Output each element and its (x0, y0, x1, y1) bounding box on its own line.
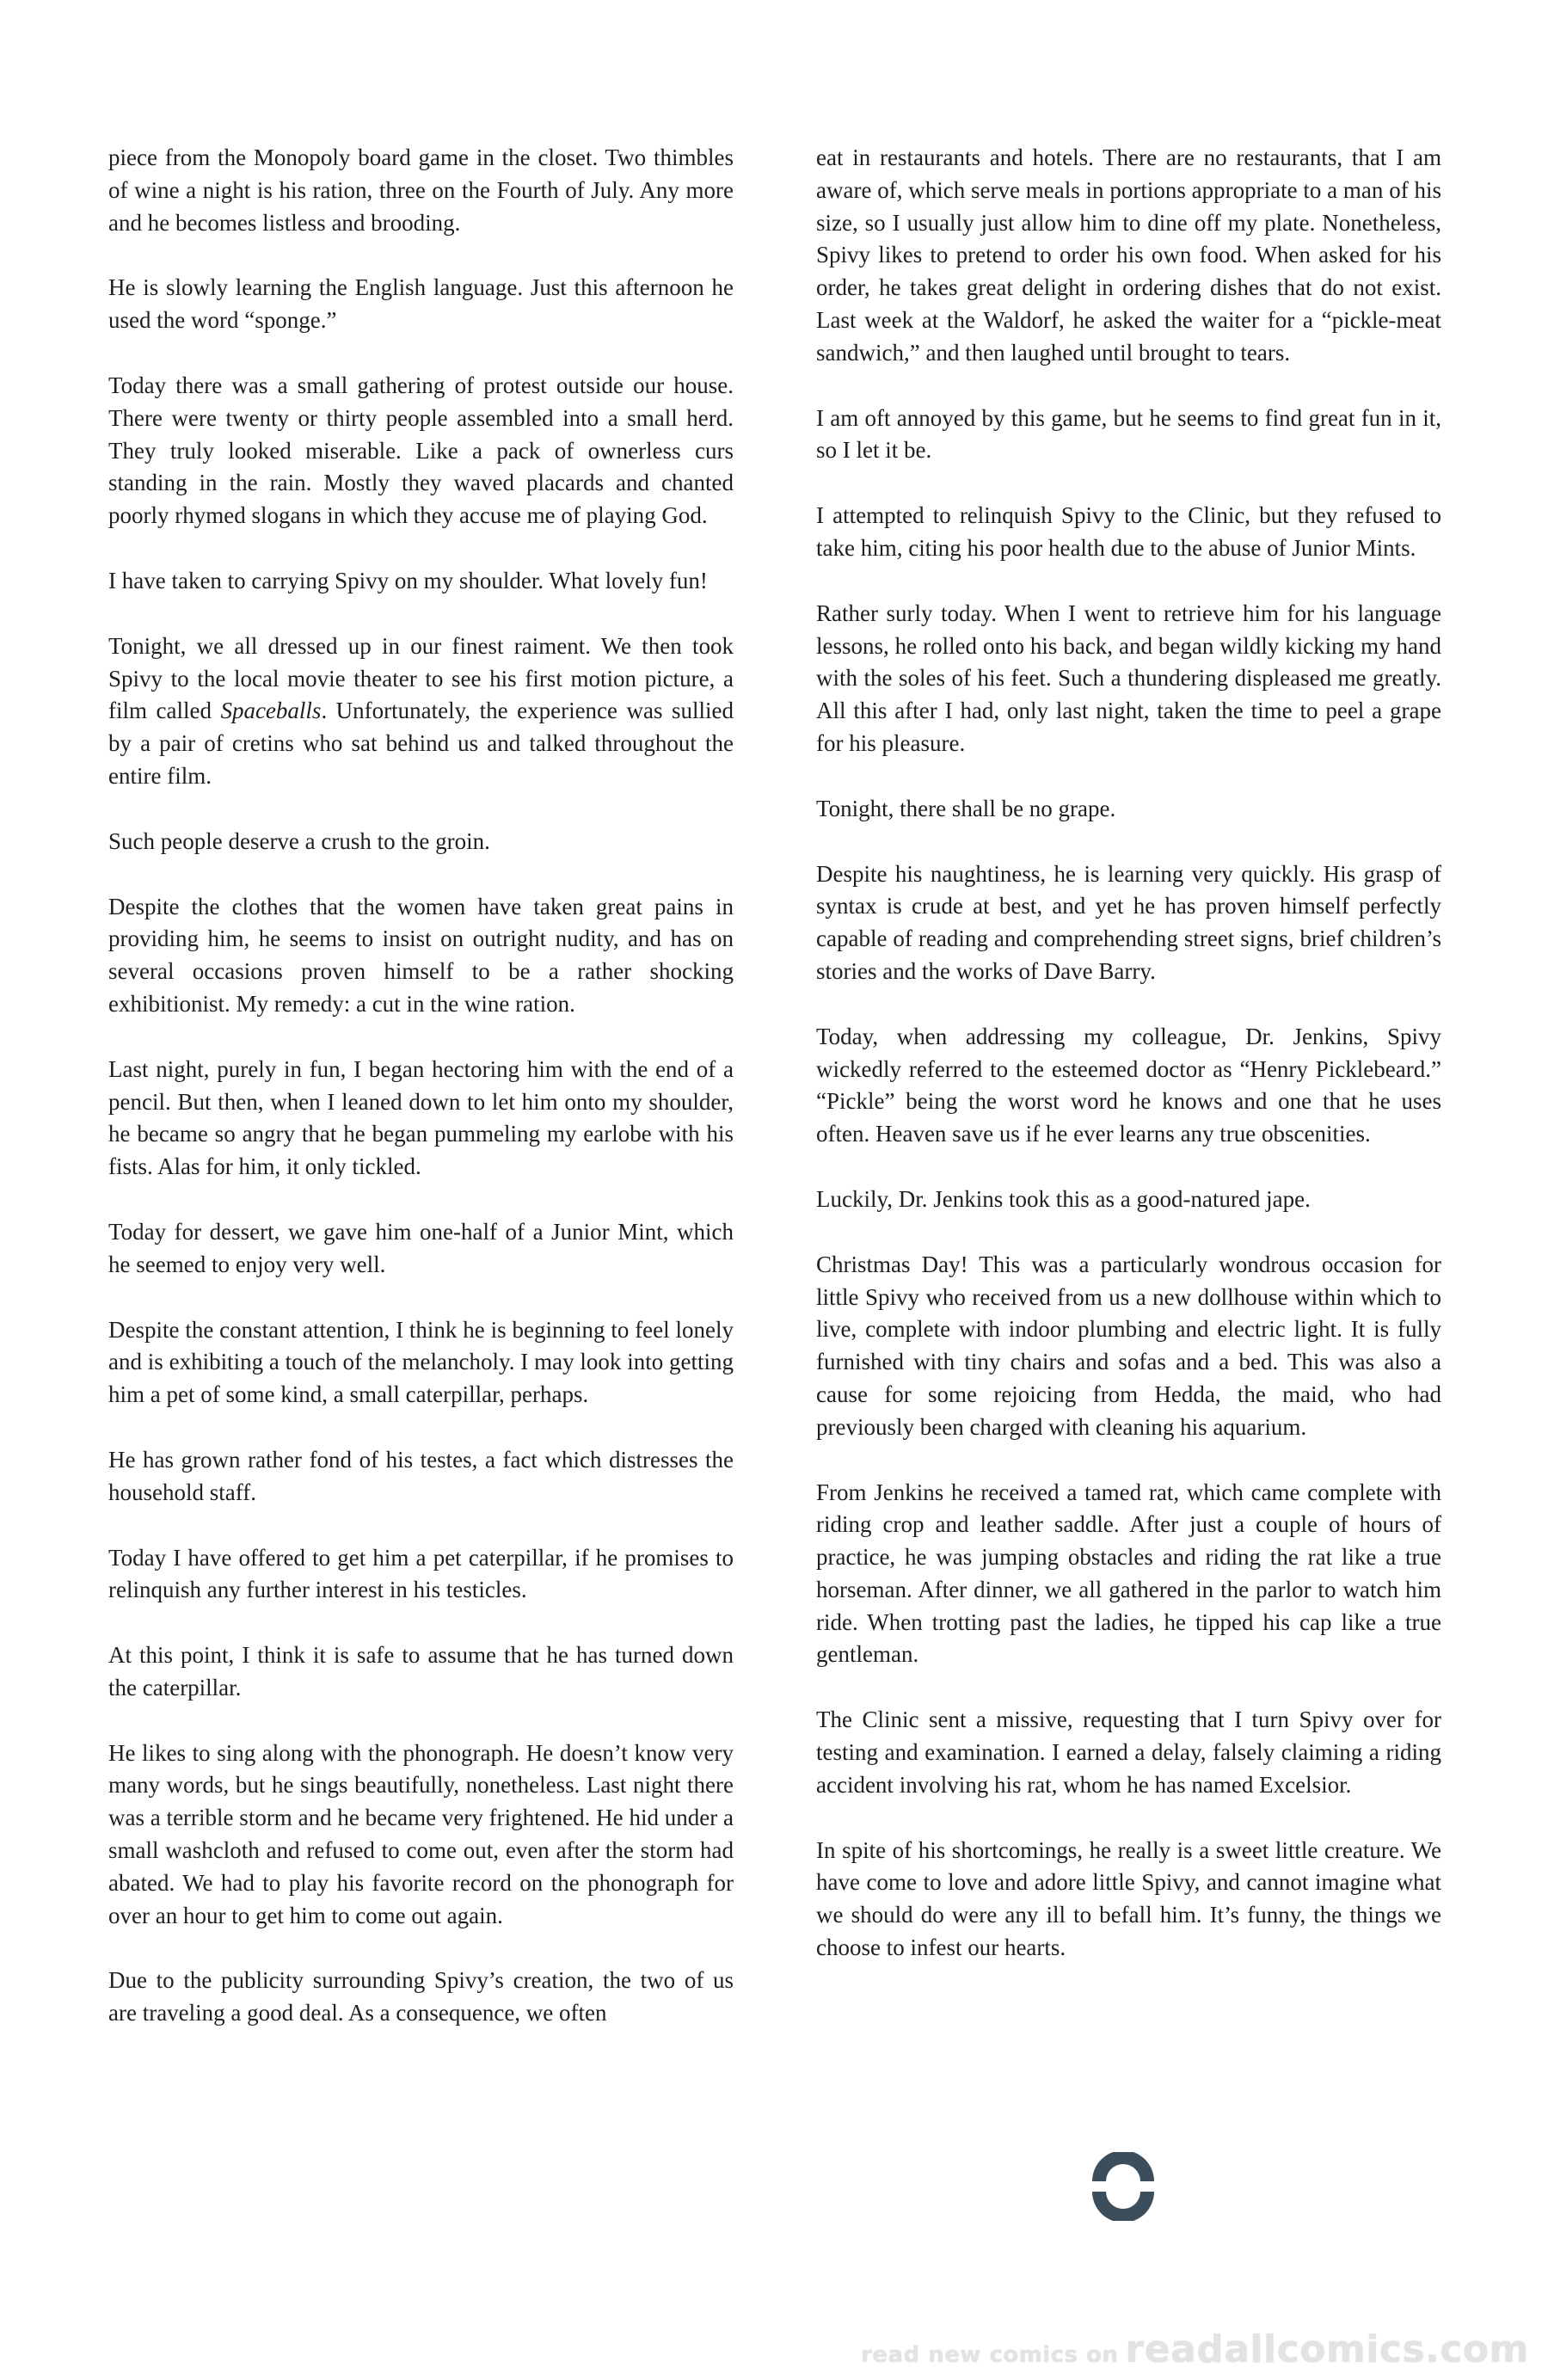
right-text-column (816, 142, 1441, 1997)
paragraph: Despite the constant attention, I think he is beginning to feel lonely and is exhibiting a touch of the melancholy. I may look into getting him a pet of some kind, a small caterpillar, perhaps. (108, 1316, 734, 1408)
paragraph: eat in restaurants and hotels. There are no restaurants, that I am aware of, which serve meals in portions appropriate to a man of his size, so I usually just allow him to dine off my plate. Nonetheless, Spivy likes to pretend to order his own food. When asked for his order, he takes great delight in ordering dishes that do not exist. Last week at the Waldorf, he asked the waiter for a “pickle-meat sandwich,” and then laughed until brought to tears. (816, 145, 1441, 366)
paragraph: Today I have offered to get him a pet caterpillar, if he promises to relinquish any further interest in his testicles. (108, 1544, 734, 1603)
paragraph: He has grown rather fond of his testes, a fact which distresses the household staff. (108, 1446, 734, 1505)
film-title: Spaceballs (220, 698, 322, 724)
paragraph: Despite the clothes that the women have taken great pains in providing him, he seems to insist on outright nudity, and has on several occasions proven himself to be a rather shocking exhibitionist. My remedy: a cut in the wine ration. (108, 893, 734, 1017)
paragraph: Despite his naughtiness, he is learning very quickly. His grasp of syntax is crude at best, and yet he has proven himself perfectly capable of reading and comprehending street signs, brief children’s stories and the works of Dave Barry. (816, 860, 1441, 984)
paragraph: I am oft annoyed by this game, but he seems to find great fun in it, so I let it be. (816, 404, 1441, 464)
paragraph: At this point, I think it is safe to assume that he has turned down the caterpillar. (108, 1642, 734, 1700)
paragraph: Today there was a small gathering of protest outside our house. There were twenty or thirty people assembled into a small herd. They truly looked miserable. Like a pack of ownerless curs standing in the rain. Mostly they waved placards and chanted poorly rhymed slogans in which they accuse me of playing God. (108, 372, 734, 529)
site-watermark (861, 2328, 1529, 2371)
paragraph: piece from the Monopoly board game in the closet. Two thimbles of wine a night is his ration, three on the Fourth of July. Any more and he becomes listless and brooding. (108, 145, 734, 236)
watermark-prefix: read new comics on (861, 2342, 1119, 2368)
paragraph: He is slowly learning the English language. Just this afternoon he used the word “sponge.” (108, 274, 734, 334)
paragraph (108, 630, 734, 793)
watermark-site: readallcomics.com (1125, 2328, 1529, 2371)
paragraph: I have taken to carrying Spivy on my shoulder. What lovely fun! (108, 567, 708, 593)
paragraph-text: . Unfortunately, the experience was sullied by a pair of cretins who sat behind us and talked throughout the entire film. (108, 698, 734, 789)
paragraph: I attempted to relinquish Spivy to the Clinic, but they refused to take him, citing his poor health due to the abuse of Junior Mints. (816, 502, 1441, 561)
paragraph: The Clinic sent a missive, requesting that I turn Spivy over for testing and examination. I earned a delay, falsely claiming a riding accident involving his rat, whom he has named Excelsior. (816, 1707, 1441, 1798)
paragraph: From Jenkins he received a tamed rat, which came complete with riding crop and leather saddle. After just a couple of hours of practice, he was jumping obstacles and riding the rat like a true horseman. After dinner, we all gathered in the parlor to watch him ride. When trotting past the ladies, he tipped his cap like a true gentleman. (816, 1479, 1441, 1668)
left-text-column (108, 142, 734, 2063)
paragraph: Tonight, there shall be no grape. (816, 795, 1116, 821)
paragraph: Last night, purely in fun, I began hectoring him with the end of a pencil. But then, when I leaned down to let him onto my shoulder, he became so angry that he began pummeling my earlobe with his fists. Alas for him, it only tickled. (108, 1055, 734, 1180)
paragraph: Today, when addressing my colleague, Dr. Jenkins, Spivy wickedly referred to the esteemed doctor as “Henry Picklebeard.” “Pickle” being the worst word he knows and one that he uses often. Heaven save us if he ever learns any true obscenities. (816, 1023, 1441, 1147)
paragraph: He likes to sing along with the phonograph. He doesn’t know very many words, but he sings beautifully, nonetheless. Last night there was a terrible storm and he became very frightened. He hid under a small washcloth and refused to come out, even after the storm had abated. We had to play his favorite record on the phonograph for over an hour to get him to come out again. (108, 1739, 734, 1928)
paragraph-text: Tonight, we all dressed up in our finest raiment. We then took Spivy to the local movie theater to see his first motion picture, a film called (108, 632, 734, 724)
paragraph: Due to the publicity surrounding Spivy’s creation, the two of us are traveling a good deal. As a consequence, we often (108, 1967, 734, 2026)
paragraph: Luckily, Dr. Jenkins took this as a good-natured jape. (816, 1185, 1311, 1212)
paragraph: Christmas Day! This was a particularly wondrous occasion for little Spivy who received from us a new dollhouse within which to live, complete with indoor plumbing and electric light. It is fully furnished with tiny chairs and sofas and a bed. This was also a cause for some rejoicing from Hedda, the maid, who had previously been charged with cleaning his aquarium. (816, 1251, 1441, 1440)
end-of-story-icon (1089, 2152, 1158, 2221)
paragraph: Rather surly today. When I went to retrieve him for his language lessons, he rolled onto his back, and began wildly kicking my hand with the soles of his feet. Such a thundering displeased me greatly. All this after I had, only last night, taken the time to peel a grape for his pleasure. (816, 600, 1441, 756)
paragraph: In spite of his shortcomings, he really is a sweet little creature. We have come to love and adore little Spivy, and cannot imagine what we should do were any ill to befall him. It’s funny, the things we choose to infest our hearts. (816, 1836, 1441, 1961)
paragraph: Today for dessert, we gave him one-half of a Junior Mint, which he seemed to enjoy very well. (108, 1218, 734, 1277)
paragraph: Such people deserve a crush to the groin. (108, 827, 490, 854)
